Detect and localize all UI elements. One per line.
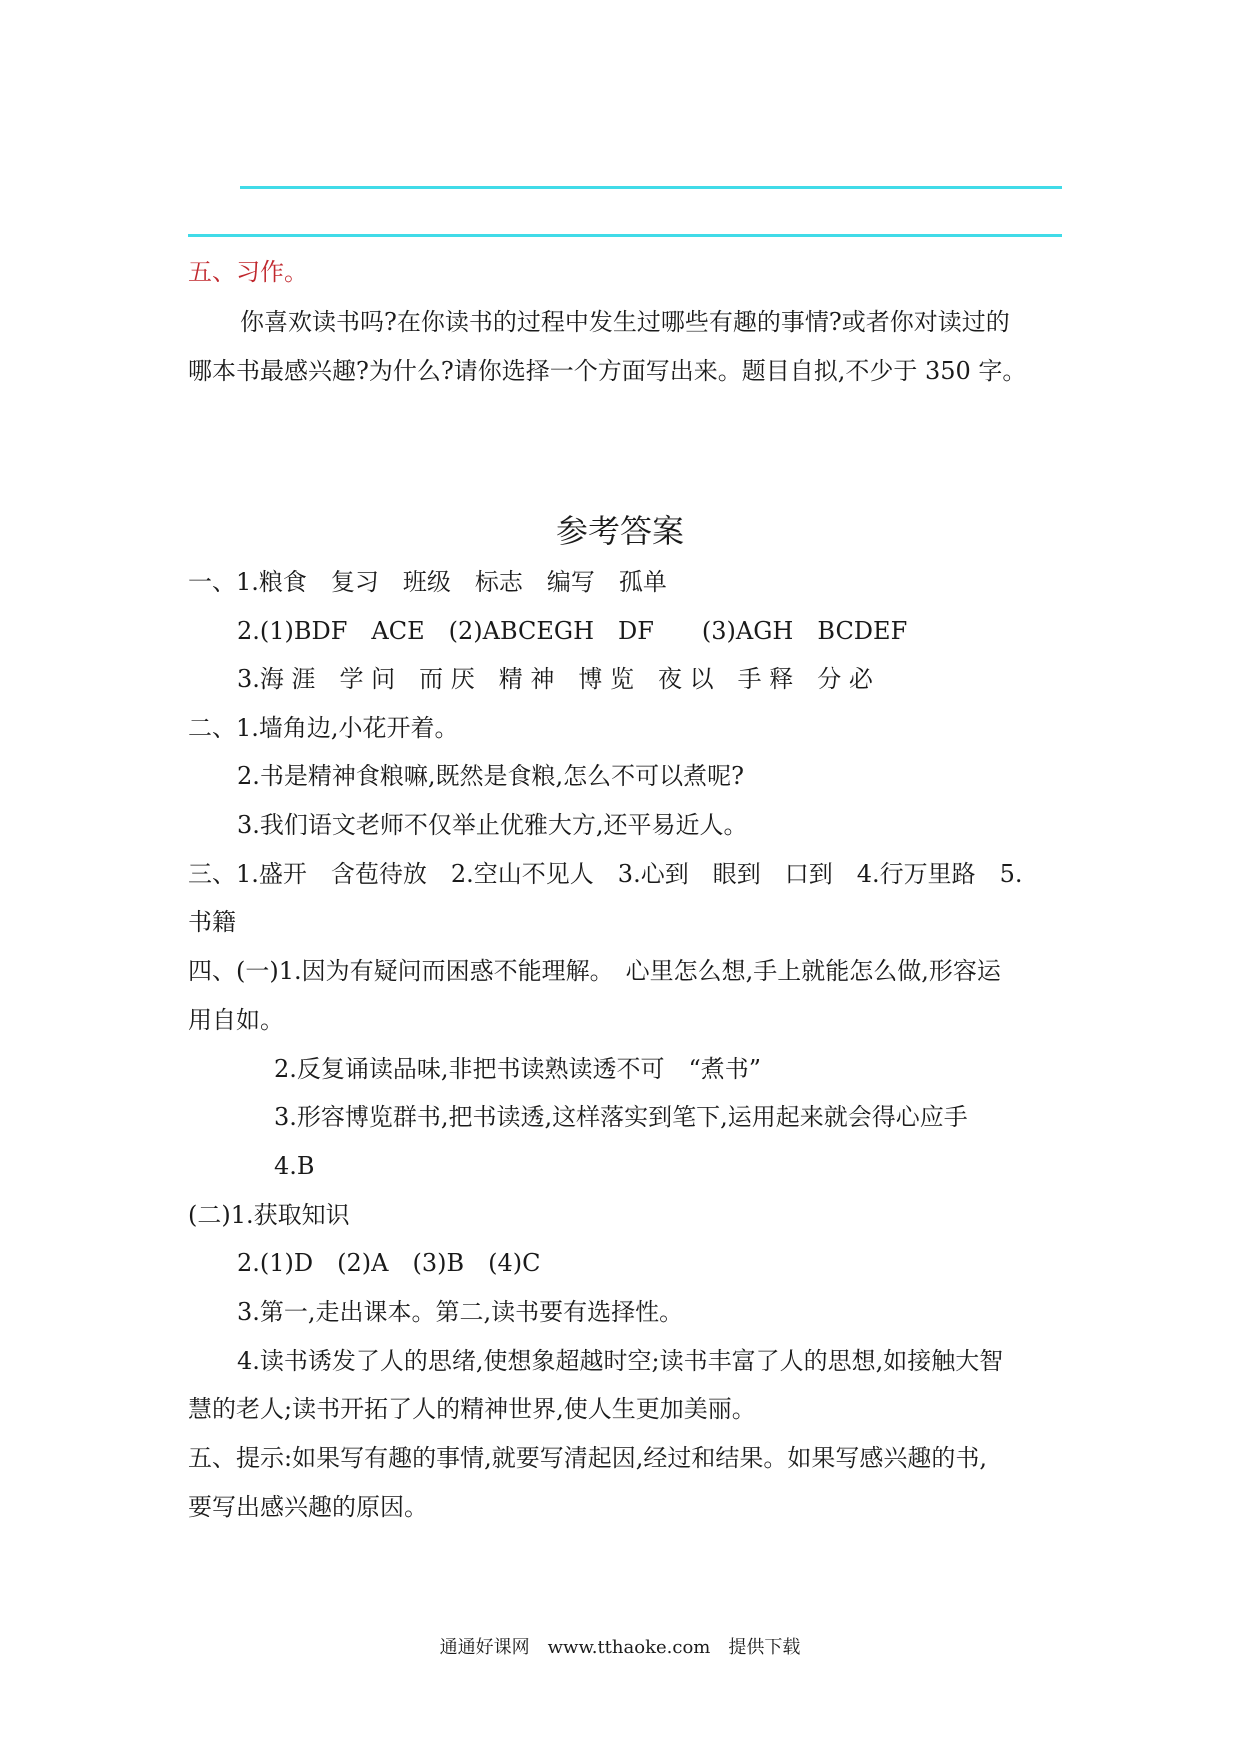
writing-line-1 [240,186,1062,189]
answer-line: 用自如。 [188,1006,284,1034]
writing-line-2 [188,234,1062,237]
writing-prompt-line-2: 哪本书最感兴趣?为什么?请你选择一个方面写出来。题目自拟,不少于 350 字。 [188,357,1027,385]
writing-heading: 五、习作。 [188,258,308,286]
answer-line: 四、(一)1.因为有疑问而困惑不能理解。 心里怎么想,手上就能怎么做,形容运 [188,957,1001,985]
answer-line: 3.第一,走出课本。第二,读书要有选择性。 [237,1298,684,1326]
answer-line: 书籍 [188,908,236,936]
answer-line: 要写出感兴趣的原因。 [188,1493,428,1521]
answer-line: 一、1.粮食 复习 班级 标志 编写 孤单 [188,568,667,596]
answer-line: 4.B [274,1152,315,1180]
answer-line: 4.读书诱发了人的思绪,使想象超越时空;读书丰富了人的思想,如接触大智 [237,1347,1004,1375]
answer-line: 3.海 涯 学 问 而 厌 精 神 博 览 夜 以 手 释 分 必 [237,665,873,693]
answer-line: 2.(1)BDF ACE (2)ABCEGH DF (3)AGH BCDEF [237,617,908,645]
answer-line: 2.(1)D (2)A (3)B (4)C [237,1249,541,1277]
answer-line: 慧的老人;读书开拓了人的精神世界,使人生更加美丽。 [188,1395,756,1423]
answer-line: 2.反复诵读品味,非把书读熟读透不可 “煮书” [274,1055,762,1083]
answer-line: 五、提示:如果写有趣的事情,就要写清起因,经过和结果。如果写感兴趣的书, [188,1444,987,1472]
answer-line: 3.形容博览群书,把书读透,这样落实到笔下,运用起来就会得心应手 [274,1103,968,1131]
answer-line: 3.我们语文老师不仅举止优雅大方,还平易近人。 [237,811,748,839]
answer-line: 2.书是精神食粮嘛,既然是食粮,怎么不可以煮呢? [237,762,745,790]
footer-credit: 通通好课网 www.tthaoke.com 提供下载 [439,1637,801,1658]
answer-key-title: 参考答案 [555,512,684,550]
answer-line: 三、1.盛开 含苞待放 2.空山不见人 3.心到 眼到 口到 4.行万里路 5. [188,860,1023,888]
answer-line: (二)1.获取知识 [188,1201,350,1229]
writing-prompt-line-1: 你喜欢读书吗?在你读书的过程中发生过哪些有趣的事情?或者你对读过的 [240,308,1010,336]
answer-line: 二、1.墙角边,小花开着。 [188,714,459,742]
